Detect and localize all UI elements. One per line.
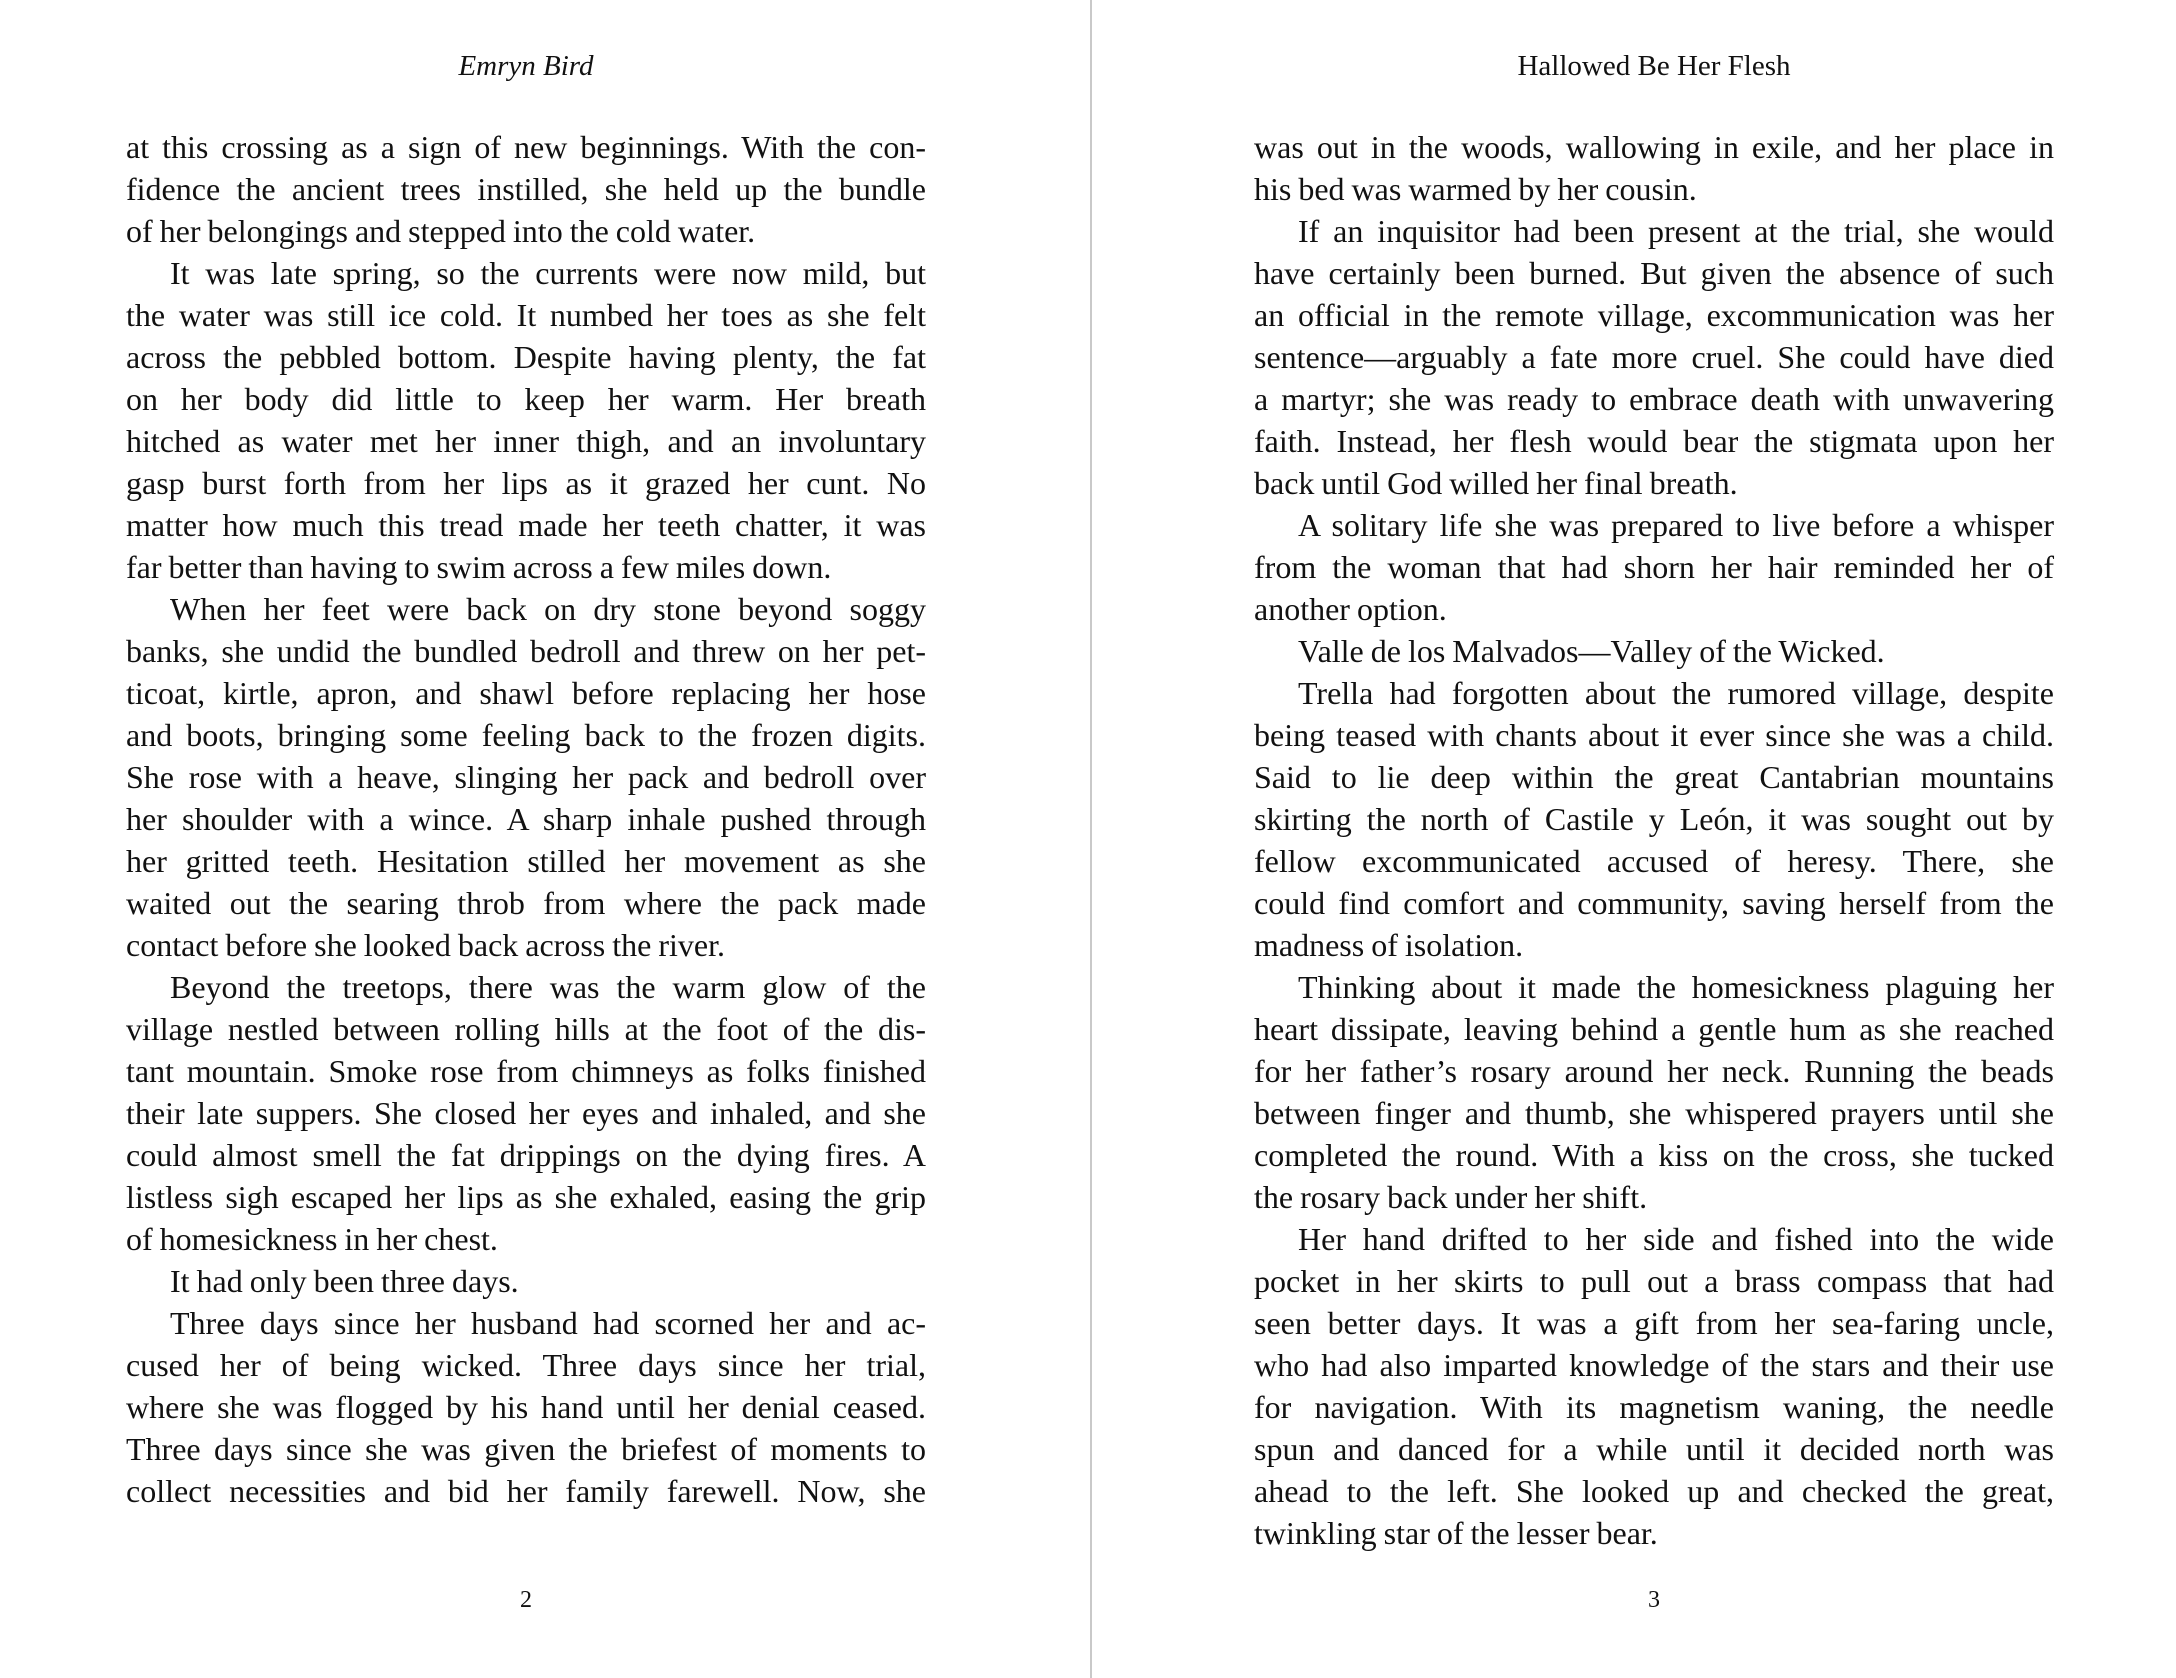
text-line: between finger and thumb, she whispered prayers until she bbox=[1254, 1095, 2054, 1131]
left-page bbox=[126, 0, 926, 1678]
text-line: heart dissipate, leaving behind a gentle hum as she reached bbox=[1254, 1011, 2054, 1047]
text-line: fidence the ancient trees instilled, she held up the bundle bbox=[126, 171, 926, 207]
text-line: waited out the searing throb from where the pack made bbox=[126, 885, 926, 921]
running-head-title: Hallowed Be Her Flesh bbox=[1517, 50, 1791, 82]
text-line: hitched as water met her inner thigh, and an involuntary bbox=[126, 423, 926, 459]
text-line: Three days since her husband had scorned her and ac- bbox=[170, 1305, 926, 1341]
text-line: collect necessities and bid her family farewell. Now, she bbox=[126, 1473, 926, 1509]
text-line: Beyond the treetops, there was the warm glow of the bbox=[170, 969, 926, 1005]
text-line: gasp burst forth from her lips as it grazed her cunt. No bbox=[126, 465, 926, 501]
text-line: skirting the north of Castile y León, it was sought out by bbox=[1254, 801, 2054, 837]
text-line: It was late spring, so the currents were now mild, but bbox=[170, 255, 926, 291]
text-line: a martyr; she was ready to embrace death with unwavering bbox=[1254, 381, 2054, 417]
running-head-author: Emryn Bird bbox=[458, 50, 594, 82]
text-line: listless sigh escaped her lips as she exhaled, easing the grip bbox=[126, 1179, 926, 1215]
text-line: ticoat, kirtle, apron, and shawl before replacing her hose bbox=[126, 675, 926, 711]
right-page-text bbox=[1254, 126, 2054, 1554]
text-line: faith. Instead, her flesh would bear the stigmata upon her bbox=[1254, 423, 2054, 459]
text-line: When her feet were back on dry stone beyond soggy bbox=[170, 591, 926, 627]
text-line: cused her of being wicked. Three days since her trial, bbox=[126, 1347, 926, 1383]
text-line: fellow excommunicated accused of heresy. There, she bbox=[1254, 843, 2054, 879]
text-line: completed the round. With a kiss on the cross, she tucked bbox=[1254, 1137, 2054, 1173]
right-page bbox=[1254, 0, 2054, 1678]
text-line: Trella had forgotten about the rumored village, despite bbox=[1298, 675, 2054, 711]
text-line: and boots, bringing some feeling back to the frozen digits. bbox=[126, 717, 926, 753]
text-line: Her hand drifted to her side and fished into the wide bbox=[1298, 1221, 2054, 1257]
text-line: for navigation. With its magnetism waning, the needle bbox=[1254, 1389, 2054, 1425]
text-line: village nestled between rolling hills at the foot of the dis- bbox=[126, 1011, 926, 1047]
text-line: across the pebbled bottom. Despite having plenty, the fat bbox=[126, 339, 926, 375]
text-line: twinkling star of the lesser bear. bbox=[1254, 1515, 1658, 1551]
text-line: her shoulder with a wince. A sharp inhale pushed through bbox=[126, 801, 926, 837]
text-line: sentence—arguably a fate more cruel. She could have died bbox=[1254, 339, 2054, 375]
gutter-divider bbox=[1090, 0, 1092, 1678]
text-line: of homesickness in her chest. bbox=[126, 1221, 498, 1257]
text-line: her gritted teeth. Hesitation stilled her movement as she bbox=[126, 843, 926, 879]
text-line: spun and danced for a while until it decided north was bbox=[1254, 1431, 2054, 1467]
text-line: banks, she undid the bundled bedroll and threw on her pet- bbox=[126, 633, 926, 669]
page-number: 3 bbox=[1648, 1587, 1660, 1613]
text-line: It had only been three days. bbox=[170, 1263, 519, 1299]
text-line: have certainly been burned. But given the absence of such bbox=[1254, 255, 2054, 291]
text-line: at this crossing as a sign of new beginnings. With the con- bbox=[126, 129, 926, 165]
text-line: on her body did little to keep her warm. Her breath bbox=[126, 381, 926, 417]
text-line: another option. bbox=[1254, 591, 1447, 627]
page-number: 2 bbox=[520, 1587, 532, 1613]
text-line: Valle de los Malvados—Valley of the Wicked. bbox=[1298, 633, 1885, 669]
text-line: contact before she looked back across the river. bbox=[126, 927, 725, 963]
text-line: who had also imparted knowledge of the stars and their use bbox=[1254, 1347, 2054, 1383]
left-page-text bbox=[126, 126, 926, 1512]
text-line: ahead to the left. She looked up and checked the great, bbox=[1254, 1473, 2054, 1509]
text-line: She rose with a heave, slinging her pack and bedroll over bbox=[126, 759, 926, 795]
text-line: back until God willed her final breath. bbox=[1254, 465, 1738, 501]
text-line: for her father’s rosary around her neck. Running the beads bbox=[1254, 1053, 2054, 1089]
text-line: seen better days. It was a gift from her sea-faring uncle, bbox=[1254, 1305, 2054, 1341]
text-line: tant mountain. Smoke rose from chimneys as folks finished bbox=[126, 1053, 926, 1089]
text-line: Three days since she was given the briefest of moments to bbox=[126, 1431, 926, 1467]
text-line: pocket in her skirts to pull out a brass compass that had bbox=[1254, 1263, 2054, 1299]
text-line: from the woman that had shorn her hair reminded her of bbox=[1254, 549, 2054, 585]
text-line: A solitary life she was prepared to live before a whisper bbox=[1298, 507, 2054, 543]
text-line: Said to lie deep within the great Cantabrian mountains bbox=[1254, 759, 2054, 795]
text-line: the water was still ice cold. It numbed her toes as she felt bbox=[126, 297, 926, 333]
text-line: madness of isolation. bbox=[1254, 927, 1524, 963]
text-line: an official in the remote village, excommunication was her bbox=[1254, 297, 2054, 333]
text-line: If an inquisitor had been present at the trial, she would bbox=[1298, 213, 2054, 249]
text-line: was out in the woods, wallowing in exile, and her place in bbox=[1254, 129, 2054, 165]
text-line: far better than having to swim across a few miles down. bbox=[126, 549, 832, 585]
text-line: could find comfort and community, saving herself from the bbox=[1254, 885, 2054, 921]
text-line: matter how much this tread made her teeth chatter, it was bbox=[126, 507, 926, 543]
text-line: could almost smell the fat drippings on the dying fires. A bbox=[126, 1137, 926, 1173]
text-line: their late suppers. She closed her eyes and inhaled, and she bbox=[126, 1095, 926, 1131]
text-line: where she was flogged by his hand until her denial ceased. bbox=[126, 1389, 926, 1425]
text-line: Thinking about it made the homesickness plaguing her bbox=[1298, 969, 2054, 1005]
text-line: his bed was warmed by her cousin. bbox=[1254, 171, 1697, 207]
text-line: being teased with chants about it ever since she was a child. bbox=[1254, 717, 2054, 753]
text-line: the rosary back under her shift. bbox=[1254, 1179, 1648, 1215]
text-line: of her belongings and stepped into the cold water. bbox=[126, 213, 756, 249]
